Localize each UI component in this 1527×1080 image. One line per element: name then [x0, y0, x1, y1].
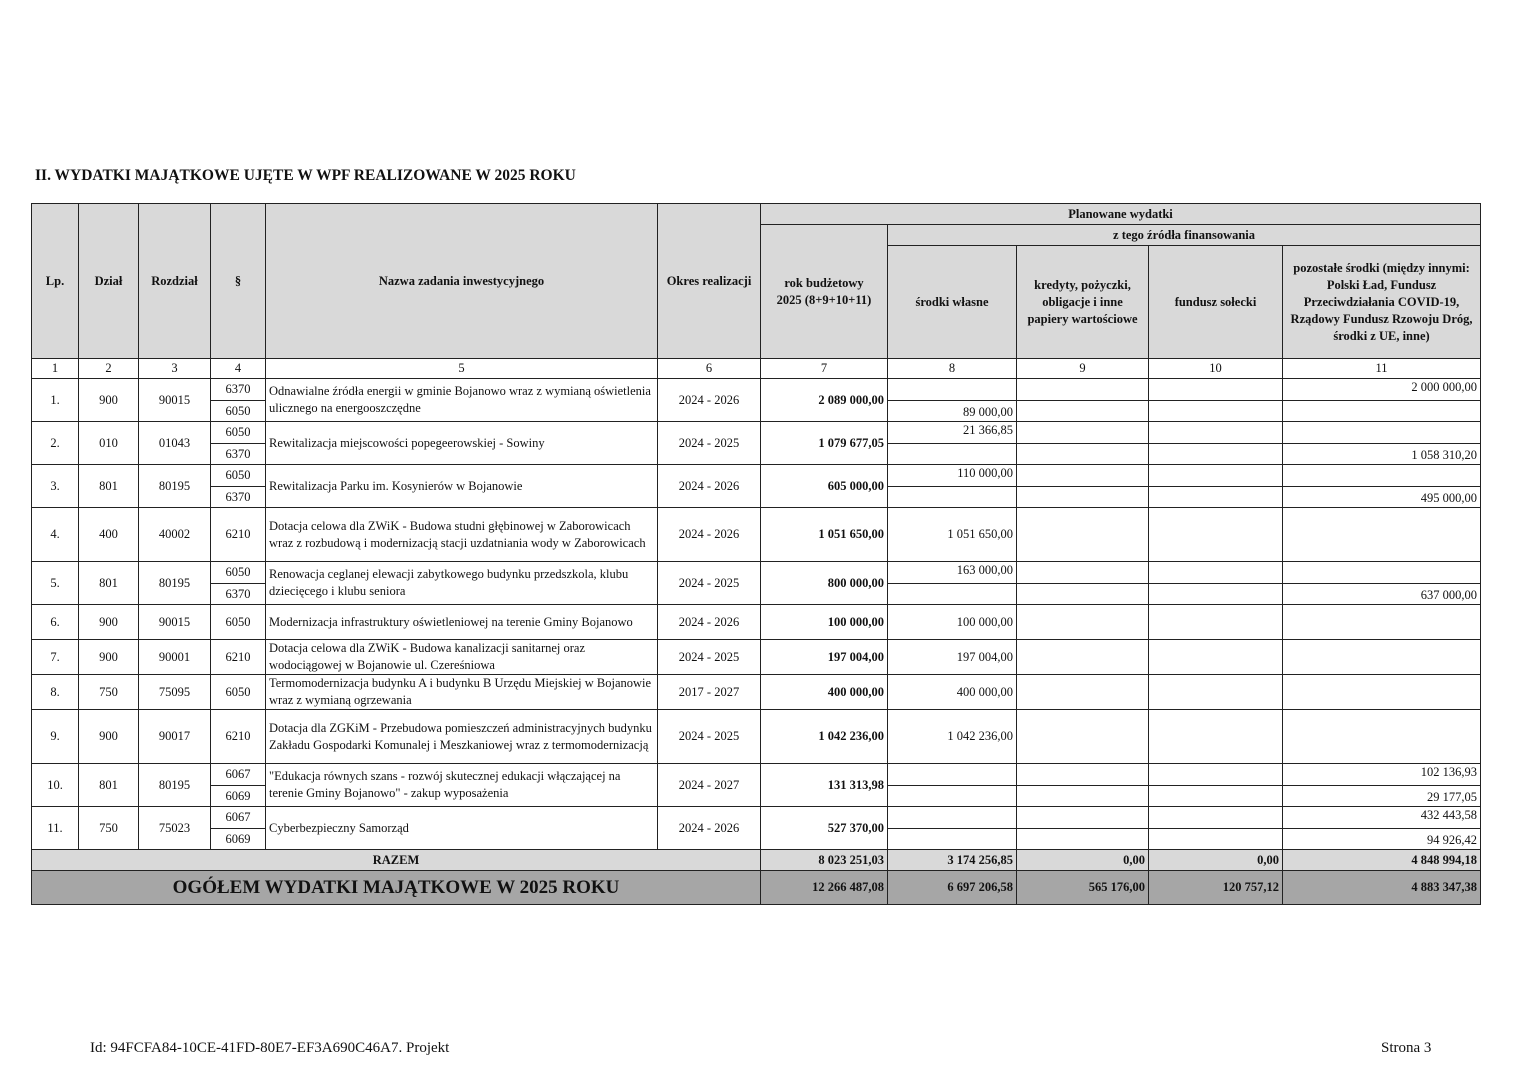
- header-okres: Okres realizacji: [658, 204, 761, 359]
- row-paragraf: 6210: [211, 508, 266, 562]
- row-paragraf: 6067: [211, 764, 266, 786]
- row-solecki: [1149, 764, 1283, 786]
- header-kredyty: kredyty, pożyczki, obligacje i inne papiery wartościowe: [1017, 246, 1149, 359]
- document-title: II. WYDATKI MAJĄTKOWE UJĘTE W WPF REALIZOWANE W 2025 ROKU: [35, 167, 576, 184]
- row-paragraf: 6050: [211, 605, 266, 640]
- row-total: 197 004,00: [761, 640, 888, 675]
- razem-total: 8 023 251,03: [761, 850, 888, 871]
- header-srodki-wlasne: środki własne: [888, 246, 1017, 359]
- row-dzial: 750: [79, 675, 139, 710]
- row-lp: 1.: [32, 379, 79, 422]
- razem-pozostale: 4 848 994,18: [1283, 850, 1481, 871]
- row-lp: 9.: [32, 710, 79, 764]
- row-task-name: Cyberbezpieczny Samorząd: [266, 807, 658, 850]
- header-z-tego: z tego źródła finansowania: [888, 225, 1481, 246]
- row-solecki: [1149, 807, 1283, 829]
- row-lp: 2.: [32, 422, 79, 465]
- razem-row: [32, 850, 1481, 871]
- row-kredyty: [1017, 401, 1149, 422]
- column-numbers-row: [32, 359, 1481, 379]
- row-solecki: [1149, 640, 1283, 675]
- row-solecki: [1149, 786, 1283, 807]
- row-paragraf: 6370: [211, 584, 266, 605]
- row-solecki: [1149, 444, 1283, 465]
- column-number: 9: [1017, 359, 1149, 379]
- row-task-name: Modernizacja infrastruktury oświetleniowej na terenie Gminy Bojanowo: [266, 605, 658, 640]
- row-total: 527 370,00: [761, 807, 888, 850]
- row-lp: 4.: [32, 508, 79, 562]
- header-fundusz-solecki: fundusz sołecki: [1149, 246, 1283, 359]
- row-total: 131 313,98: [761, 764, 888, 807]
- row-kredyty: [1017, 605, 1149, 640]
- row-okres: 2024 - 2027: [658, 764, 761, 807]
- row-rozdzial: 75095: [139, 675, 211, 710]
- column-number: 5: [266, 359, 658, 379]
- row-rozdzial: 90017: [139, 710, 211, 764]
- row-lp: 7.: [32, 640, 79, 675]
- row-lp: 11.: [32, 807, 79, 850]
- row-pozostale: 29 177,05: [1283, 786, 1481, 807]
- row-kredyty: [1017, 562, 1149, 584]
- header-rozdzial: Rozdział: [139, 204, 211, 359]
- row-wlasne: [888, 807, 1017, 829]
- capital-expenditures-table: [31, 203, 1481, 905]
- header-nazwa: Nazwa zadania inwestycyjnego: [266, 204, 658, 359]
- row-rozdzial: 90015: [139, 605, 211, 640]
- row-solecki: [1149, 562, 1283, 584]
- row-wlasne: 163 000,00: [888, 562, 1017, 584]
- row-rozdzial: 80195: [139, 764, 211, 807]
- row-kredyty: [1017, 786, 1149, 807]
- column-number: 3: [139, 359, 211, 379]
- column-number: 10: [1149, 359, 1283, 379]
- row-rozdzial: 90015: [139, 379, 211, 422]
- table-row: [32, 605, 1481, 640]
- row-task-name: "Edukacja równych szans - rozwój skutecznej edukacji włączającej na terenie Gminy Bojanowo" - zakup wyposażenia: [266, 764, 658, 807]
- row-dzial: 900: [79, 640, 139, 675]
- row-okres: 2024 - 2026: [658, 605, 761, 640]
- row-kredyty: [1017, 422, 1149, 444]
- row-total: 100 000,00: [761, 605, 888, 640]
- table-row: [32, 710, 1481, 764]
- row-task-name: Dotacja celowa dla ZWiK - Budowa studni głębinowej w Zaborowicach wraz z rozbudową i modernizacją stacji uzdatniania wody w Zaborowicach: [266, 508, 658, 562]
- row-kredyty: [1017, 807, 1149, 829]
- row-rozdzial: 01043: [139, 422, 211, 465]
- row-okres: 2024 - 2026: [658, 465, 761, 508]
- row-solecki: [1149, 675, 1283, 710]
- table-row: [32, 562, 1481, 584]
- row-paragraf: 6050: [211, 465, 266, 487]
- ogolem-total: 12 266 487,08: [761, 871, 888, 905]
- row-okres: 2024 - 2026: [658, 508, 761, 562]
- row-kredyty: [1017, 675, 1149, 710]
- row-pozostale: [1283, 675, 1481, 710]
- row-wlasne: [888, 764, 1017, 786]
- column-number: 2: [79, 359, 139, 379]
- row-task-name: Dotacja dla ZGKiM - Przebudowa pomieszczeń administracyjnych budynku Zakładu Gospodarki Komunalej i Meszkaniowej wraz z termomodernizacją: [266, 710, 658, 764]
- row-solecki: [1149, 465, 1283, 487]
- ogolem-label: OGÓŁEM WYDATKI MAJĄTKOWE W 2025 ROKU: [32, 871, 761, 905]
- row-dzial: 801: [79, 465, 139, 508]
- column-number: 6: [658, 359, 761, 379]
- row-paragraf: 6210: [211, 710, 266, 764]
- row-solecki: [1149, 401, 1283, 422]
- row-total: 2 089 000,00: [761, 379, 888, 422]
- column-number: 7: [761, 359, 888, 379]
- row-lp: 5.: [32, 562, 79, 605]
- header-paragraf: §: [211, 204, 266, 359]
- row-lp: 3.: [32, 465, 79, 508]
- row-kredyty: [1017, 584, 1149, 605]
- row-solecki: [1149, 508, 1283, 562]
- row-pozostale: 94 926,42: [1283, 829, 1481, 850]
- row-kredyty: [1017, 444, 1149, 465]
- header-lp: Lp.: [32, 204, 79, 359]
- row-total: 400 000,00: [761, 675, 888, 710]
- row-pozostale: 1 058 310,20: [1283, 444, 1481, 465]
- row-dzial: 010: [79, 422, 139, 465]
- row-wlasne: 400 000,00: [888, 675, 1017, 710]
- row-solecki: [1149, 487, 1283, 508]
- row-okres: 2024 - 2025: [658, 640, 761, 675]
- column-number: 8: [888, 359, 1017, 379]
- row-paragraf: 6067: [211, 807, 266, 829]
- header-dzial: Dział: [79, 204, 139, 359]
- row-wlasne: [888, 444, 1017, 465]
- row-dzial: 900: [79, 710, 139, 764]
- row-pozostale: [1283, 465, 1481, 487]
- row-pozostale: 495 000,00: [1283, 487, 1481, 508]
- row-kredyty: [1017, 829, 1149, 850]
- ogolem-wlasne: 6 697 206,58: [888, 871, 1017, 905]
- row-okres: 2024 - 2026: [658, 807, 761, 850]
- row-rozdzial: 75023: [139, 807, 211, 850]
- row-okres: 2024 - 2025: [658, 710, 761, 764]
- row-wlasne: [888, 487, 1017, 508]
- row-lp: 6.: [32, 605, 79, 640]
- row-paragraf: 6050: [211, 675, 266, 710]
- column-number: 1: [32, 359, 79, 379]
- row-okres: 2024 - 2026: [658, 379, 761, 422]
- row-kredyty: [1017, 379, 1149, 401]
- row-paragraf: 6069: [211, 786, 266, 807]
- row-paragraf: 6050: [211, 422, 266, 444]
- row-total: 605 000,00: [761, 465, 888, 508]
- razem-label: RAZEM: [32, 850, 761, 871]
- row-wlasne: 100 000,00: [888, 605, 1017, 640]
- row-pozostale: 102 136,93: [1283, 764, 1481, 786]
- row-kredyty: [1017, 465, 1149, 487]
- row-rozdzial: 90001: [139, 640, 211, 675]
- table-row: [32, 640, 1481, 675]
- row-wlasne: 110 000,00: [888, 465, 1017, 487]
- row-total: 1 042 236,00: [761, 710, 888, 764]
- row-dzial: 900: [79, 605, 139, 640]
- table-row: [32, 807, 1481, 829]
- row-kredyty: [1017, 640, 1149, 675]
- razem-kredyty: 0,00: [1017, 850, 1149, 871]
- row-solecki: [1149, 710, 1283, 764]
- row-solecki: [1149, 422, 1283, 444]
- row-wlasne: [888, 584, 1017, 605]
- row-dzial: 801: [79, 764, 139, 807]
- row-kredyty: [1017, 508, 1149, 562]
- row-paragraf: 6370: [211, 487, 266, 508]
- row-wlasne: 21 366,85: [888, 422, 1017, 444]
- page-number: Strona 3: [1381, 1040, 1432, 1056]
- table-row: [32, 379, 1481, 401]
- row-solecki: [1149, 829, 1283, 850]
- row-okres: 2017 - 2027: [658, 675, 761, 710]
- row-pozostale: 2 000 000,00: [1283, 379, 1481, 401]
- row-wlasne: [888, 786, 1017, 807]
- row-total: 800 000,00: [761, 562, 888, 605]
- row-solecki: [1149, 379, 1283, 401]
- row-dzial: 900: [79, 379, 139, 422]
- row-paragraf: 6050: [211, 401, 266, 422]
- razem-solecki: 0,00: [1149, 850, 1283, 871]
- row-rozdzial: 80195: [139, 562, 211, 605]
- ogolem-solecki: 120 757,12: [1149, 871, 1283, 905]
- row-kredyty: [1017, 710, 1149, 764]
- ogolem-kredyty: 565 176,00: [1017, 871, 1149, 905]
- document-id: Id: 94FCFA84-10CE-41FD-80E7-EF3A690C46A7. Projekt: [90, 1040, 450, 1056]
- row-pozostale: [1283, 422, 1481, 444]
- row-rozdzial: 40002: [139, 508, 211, 562]
- row-wlasne: [888, 829, 1017, 850]
- table-row: [32, 465, 1481, 487]
- row-solecki: [1149, 584, 1283, 605]
- column-number: 11: [1283, 359, 1481, 379]
- row-pozostale: [1283, 401, 1481, 422]
- row-rozdzial: 80195: [139, 465, 211, 508]
- row-wlasne: [888, 379, 1017, 401]
- row-lp: 10.: [32, 764, 79, 807]
- razem-wlasne: 3 174 256,85: [888, 850, 1017, 871]
- header-pozostale: pozostałe środki (między innymi: Polski Ład, Fundusz Przeciwdziałania COVID-19, Rządowy Fundusz Rzowoju Dróg, środki z UE, inne): [1283, 246, 1481, 359]
- row-paragraf: 6210: [211, 640, 266, 675]
- row-task-name: Termomodernizacja budynku A i budynku B Urzędu Miejskiej w Bojanowie wraz z wymianą ogrzewania: [266, 675, 658, 710]
- ogolem-row: [32, 871, 1481, 905]
- row-pozostale: 637 000,00: [1283, 584, 1481, 605]
- row-task-name: Rewitalizacja Parku im. Kosynierów w Bojanowie: [266, 465, 658, 508]
- header-rok-budzetowy: rok budżetowy 2025 (8+9+10+11): [761, 225, 888, 359]
- row-pozostale: [1283, 640, 1481, 675]
- table-row: [32, 508, 1481, 562]
- row-pozostale: 432 443,58: [1283, 807, 1481, 829]
- row-paragraf: 6370: [211, 444, 266, 465]
- row-wlasne: 89 000,00: [888, 401, 1017, 422]
- row-paragraf: 6050: [211, 562, 266, 584]
- row-kredyty: [1017, 764, 1149, 786]
- row-paragraf: 6370: [211, 379, 266, 401]
- row-pozostale: [1283, 605, 1481, 640]
- row-task-name: Dotacja celowa dla ZWiK - Budowa kanalizacji sanitarnej oraz wodociągowej w Bojanowie ul. Czereśniowa: [266, 640, 658, 675]
- row-wlasne: 1 051 650,00: [888, 508, 1017, 562]
- row-total: 1 051 650,00: [761, 508, 888, 562]
- row-wlasne: 197 004,00: [888, 640, 1017, 675]
- row-task-name: Renowacja ceglanej elewacji zabytkowego budynku przedszkola, klubu dziecięcego i klubu seniora: [266, 562, 658, 605]
- row-okres: 2024 - 2025: [658, 562, 761, 605]
- table-row: [32, 675, 1481, 710]
- row-dzial: 801: [79, 562, 139, 605]
- row-pozostale: [1283, 710, 1481, 764]
- table-row: [32, 422, 1481, 444]
- row-pozostale: [1283, 508, 1481, 562]
- row-okres: 2024 - 2025: [658, 422, 761, 465]
- row-pozostale: [1283, 562, 1481, 584]
- row-task-name: Odnawialne źródła energii w gminie Bojanowo wraz z wymianą oświetlenia ulicznego na energooszczędne: [266, 379, 658, 422]
- row-lp: 8.: [32, 675, 79, 710]
- row-solecki: [1149, 605, 1283, 640]
- row-dzial: 750: [79, 807, 139, 850]
- row-total: 1 079 677,05: [761, 422, 888, 465]
- row-paragraf: 6069: [211, 829, 266, 850]
- row-kredyty: [1017, 487, 1149, 508]
- ogolem-pozostale: 4 883 347,38: [1283, 871, 1481, 905]
- row-dzial: 400: [79, 508, 139, 562]
- row-wlasne: 1 042 236,00: [888, 710, 1017, 764]
- header-planowane: Planowane wydatki: [761, 204, 1481, 225]
- table-row: [32, 764, 1481, 786]
- column-number: 4: [211, 359, 266, 379]
- row-task-name: Rewitalizacja miejscowości popegeerowskiej - Sowiny: [266, 422, 658, 465]
